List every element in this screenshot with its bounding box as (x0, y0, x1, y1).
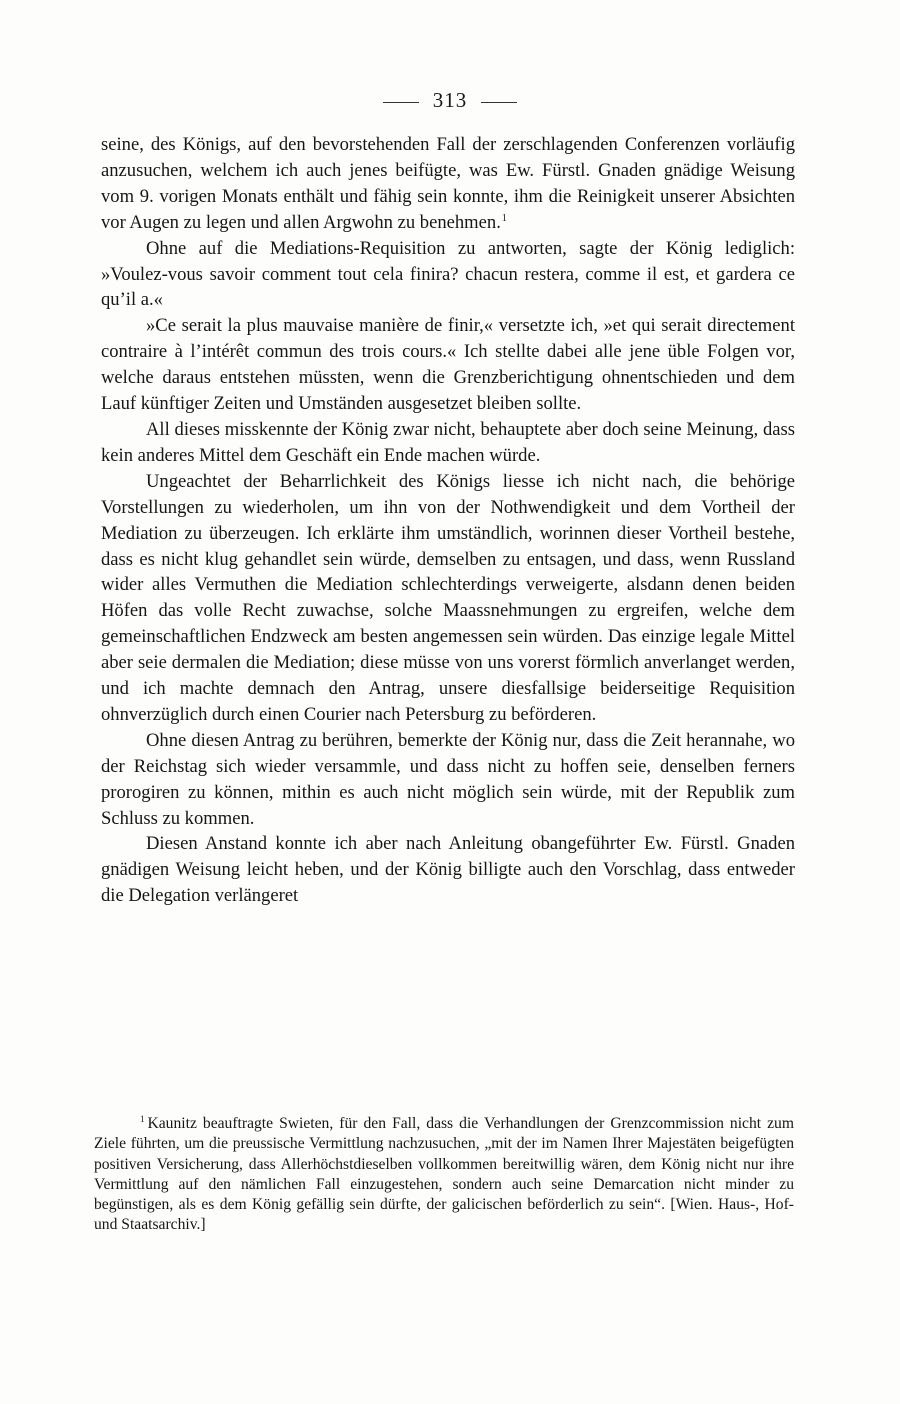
paragraph-text: Diesen Anstand konnte ich aber nach Anleitung obangeführter Ew. Fürstl. Gnaden gnädigen Weisung leicht heben, und der König billigte auch den Vorschlag, dass entweder die Delegation verlängeret (101, 833, 795, 907)
footnote (94, 1114, 794, 1236)
footnote-reference: 1 (501, 212, 507, 224)
paragraph-text: »Ce serait la plus mauvaise manière de finir,« versetzte ich, »et qui serait directement contraire à l’intérêt commun des trois cours.« Ich stellte dabei alle jene üble Folgen vor, welche daraus entstehen müssten, wenn die Grenzberichtigung ohnentschieden und dem Lauf künftiger Zeiten und Umständen ausgesetzet bleiben sollte. (101, 315, 795, 415)
paragraph-text: Ohne diesen Antrag zu berühren, bemerkte der König nur, dass die Zeit herannahe, wo der Reichstag sich wieder versammle, und dass nicht zu hoffen seie, denselben ferners prorogiren zu können, mithin es auch nicht möglich sein würde, mit der Republik zum Schluss zu kommen. (101, 729, 795, 829)
paragraph-text: Ohne auf die Mediations-Requisition zu antworten, sagte der König lediglich: »Voulez-vous savoir comment tout cela finira? chacun restera, comme il est, et gardera ce qu’il a.« (101, 237, 795, 311)
paragraph (101, 728, 795, 832)
page-header (0, 88, 900, 112)
main-text (101, 132, 795, 909)
header-rule-left (383, 102, 419, 103)
paragraph (101, 417, 795, 469)
footnotes (94, 1114, 794, 1236)
paragraph (101, 132, 795, 236)
paragraph-text: All dieses misskennte der König zwar nicht, behauptete aber doch seine Meinung, dass kein anderes Mittel dem Geschäft ein Ende machen würde. (101, 418, 795, 466)
page-number: 313 (432, 88, 468, 112)
paragraph (101, 313, 795, 417)
header-rule-right (481, 102, 517, 103)
paragraph (101, 831, 795, 909)
paragraph (101, 236, 795, 314)
footnote-text: Kaunitz beauftragte Swieten, für den Fall, dass die Verhandlungen der Grenzcommission nicht zum Ziele führten, um die preussische Vermittlung nachzusuchen, „mit der im Namen Ihrer Majestäten beigefügten positiven Versicherung, dass Allerhöchstdieselben vollkommen bereitwillig wären, dem König nicht nur ihre Vermittlung auf den nämlichen Fall einzugestehen, sondern auch seine Demarcation nicht minder zu begünstigen, als es dem König gefällig sein dürfte, der galicischen beförderlich zu sein“. [Wien. Haus-, Hof- und Staatsarchiv.] (94, 1115, 794, 1234)
footnote-marker: 1 (140, 1114, 145, 1124)
paragraph-text: seine, des Königs, auf den bevorstehenden Fall der zerschlagenden Conferenzen vorläufig anzusuchen, welchem ich auch jenes beifügte, was Ew. Fürstl. Gnaden gnädige Weisung vom 9. vorigen Monats enthält und fähig sein konnte, ihm die Reinigkeit unserer Absichten vor Augen zu legen und allen Argwohn zu benehmen. (101, 134, 795, 233)
paragraph-text: Ungeachtet der Beharrlichkeit des Königs liesse ich nicht nach, die behörige Vorstellungen zu wiederholen, um ihn von der Nothwendigkeit und dem Vortheil der Mediation zu überzeugen. Ich erklärte ihm umständlich, worinnen dieser Vortheil bestehe, dass es nicht klug gehandlet sein würde, demselben zu entsagen, und dass, wenn Russland wider alles Vermuthen die Mediation schlechterdings verweigerte, alsdann denen beiden Höfen das volle Recht zuwachse, solche Maassnehmungen zu ergreifen, welche dem gemeinschaftlichen Endzweck am besten angemessen sein würden. Das einzige legale Mittel aber seie dermalen die Mediation; diese müsse von uns vorerst förmlich anverlanget werden, und ich machte demnach den Antrag, unsere diesfallsige beiderseitige Requisition ohnverzüglich durch einen Courier nach Petersburg zu beförderen. (101, 470, 795, 725)
paragraph (101, 469, 795, 728)
